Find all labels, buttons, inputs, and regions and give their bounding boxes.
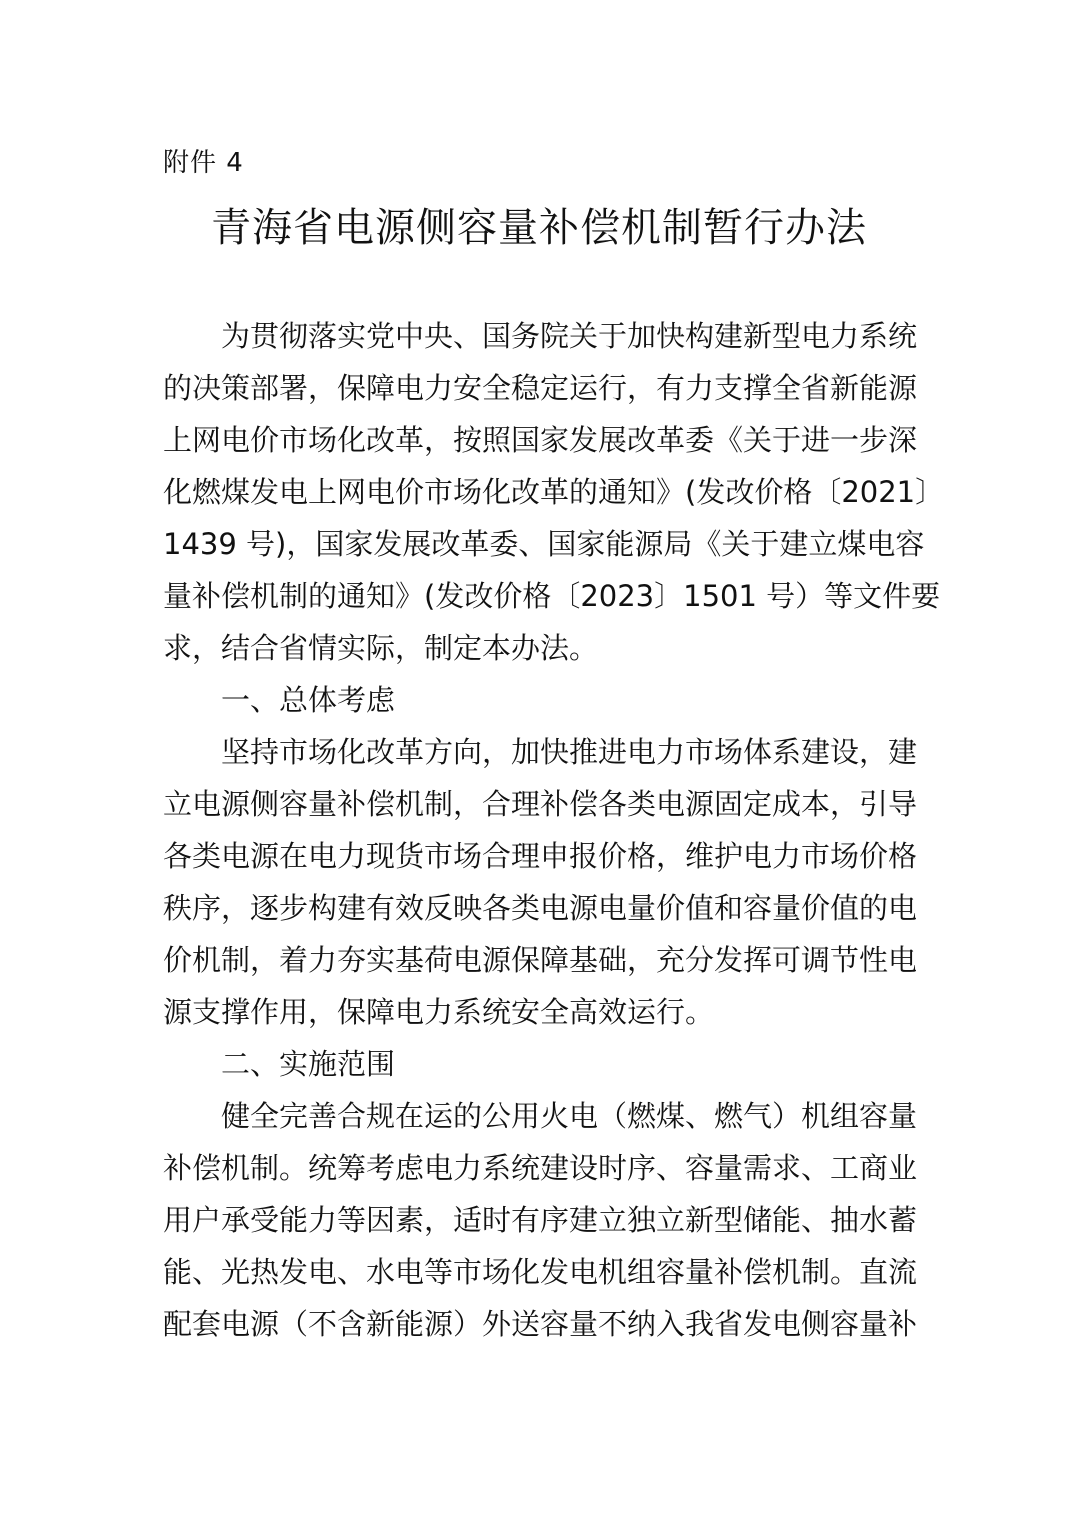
attachment-label: 附件 4 [163, 148, 244, 178]
paragraph-1-line-7: 求，结合省情实际，制定本办法。 [163, 631, 599, 665]
paragraph-2-line-6: 源支撑作用，保障电力系统安全高效运行。 [163, 995, 715, 1029]
paragraph-1-line-2: 的决策部署，保障电力安全稳定运行，有力支撑全省新能源 [163, 371, 918, 405]
paragraph-3-line-2: 补偿机制。统筹考虑电力系统建设时序、容量需求、工商业 [163, 1151, 918, 1185]
paragraph-1-line-3: 上网电价市场化改革，按照国家发展改革委《关于进一步深 [163, 423, 918, 457]
document-title: 青海省电源侧容量补偿机制暂行办法 [211, 205, 867, 251]
paragraph-3-line-4: 能、光热发电、水电等市场化发电机组容量补偿机制。直流 [163, 1255, 918, 1289]
paragraph-2-line-2: 立电源侧容量补偿机制，合理补偿各类电源固定成本，引导 [163, 787, 918, 821]
paragraph-2-line-1: 坚持市场化改革方向，加快推进电力市场体系建设，建 [221, 735, 918, 769]
paragraph-1-line-4: 化燃煤发电上网电价市场化改革的通知》(发改价格〔2021〕 [163, 475, 945, 509]
section-heading-2: 二、实施范围 [221, 1047, 396, 1081]
paragraph-3-line-5: 配套电源（不含新能源）外送容量不纳入我省发电侧容量补 [163, 1307, 918, 1341]
paragraph-2-line-3: 各类电源在电力现货市场合理申报价格，维护电力市场价格 [163, 839, 918, 873]
paragraph-3-line-1: 健全完善合规在运的公用火电（燃煤、燃气）机组容量 [221, 1099, 918, 1133]
paragraph-2-line-4: 秩序，逐步构建有效反映各类电源电量价值和容量价值的电 [163, 891, 918, 925]
paragraph-1-line-5: 1439 号)，国家发展改革委、国家能源局《关于建立煤电容 [163, 527, 925, 561]
paragraph-3-line-3: 用户承受能力等因素，适时有序建立独立新型储能、抽水蓄 [163, 1203, 918, 1237]
paragraph-1-line-6: 量补偿机制的通知》(发改价格〔2023〕1501 号）等文件要 [163, 579, 941, 613]
section-heading-1: 一、总体考虑 [221, 683, 396, 717]
paragraph-2-line-5: 价机制，着力夯实基荷电源保障基础，充分发挥可调节性电 [163, 943, 918, 977]
paragraph-1-line-1: 为贯彻落实党中央、国务院关于加快构建新型电力系统 [221, 319, 918, 353]
